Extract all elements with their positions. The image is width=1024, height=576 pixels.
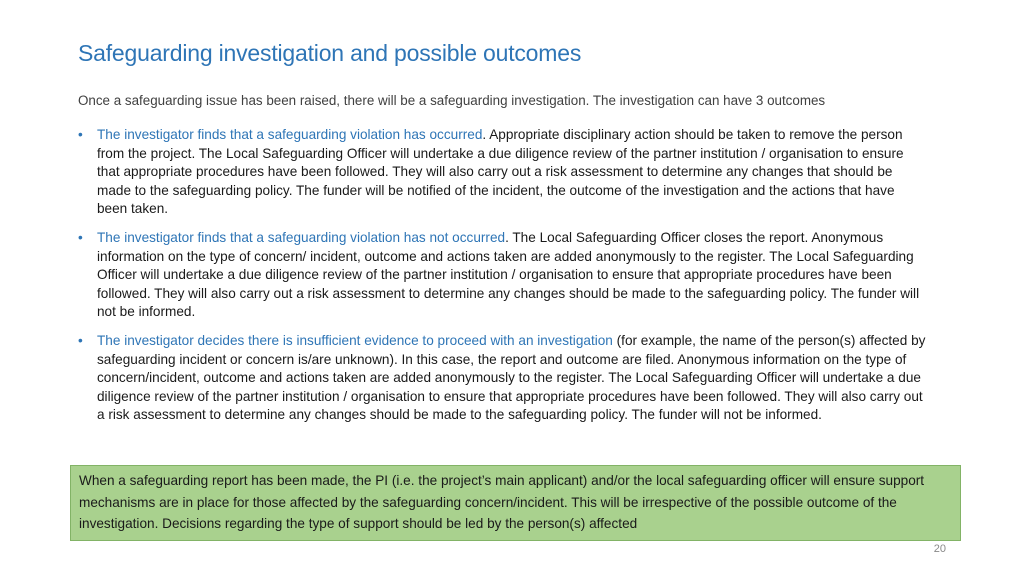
outcome-body: (for example, the name of the person(s) affected by safeguarding incident or concern is/are unknown). In this case, the report and outcome are filed. Anonymous information on the type of concern/incident, outcome and actions taken are added anonymously to the register. The Local Safeguarding Officer will undertake a due diligence review of the partner institution / organisation to ensure that appropriate procedures have been followed. They will also carry out a risk assessment to determine any changes should be made to the safeguarding policy. The funder will not be informed. bbox=[97, 332, 926, 423]
outcome-item-violation-not-occurred bbox=[78, 229, 928, 322]
outcome-lead: The investigator decides there is insufficient evidence to proceed with an investigation bbox=[97, 332, 613, 348]
outcome-item-violation-occurred bbox=[78, 126, 928, 219]
outcome-lead: The investigator finds that a safeguarding violation has occurred bbox=[97, 127, 483, 142]
bullet-marker: • bbox=[78, 332, 83, 348]
outcome-lead: The investigator finds that a safeguarding violation has not occurred bbox=[97, 229, 506, 245]
page-number: 20 bbox=[933, 543, 946, 555]
outcome-body: . Appropriate disciplinary action should be taken to remove the person from the project. The Local Safeguarding Officer will undertake a due diligence review of the partner institution / organisation to ensure that appropriate procedures have been followed. They will also carry out a risk assessment to determine any changes that should be made to the safeguarding policy. The funder will be notified of the incident, the outcome of the investigation and the actions that have been taken. bbox=[97, 127, 904, 217]
intro-text: Once a safeguarding issue has been raised, there will be a safeguarding investigation. The investigation can have 3 outcomes bbox=[78, 93, 826, 108]
bullet-marker: • bbox=[78, 127, 83, 142]
bullet-marker: • bbox=[78, 229, 83, 245]
outcome-body: . The Local Safeguarding Officer closes the report. Anonymous information on the type of concern/ incident, outcome and actions taken are added anonymously to the register. The Local Safeguarding Officer will undertake a due diligence review of the partner institution / organisation to ensure that appropriate procedures have been followed. They will also carry out a risk assessment to determine any changes should be made to the safeguarding policy. The funder will not be informed. bbox=[97, 229, 920, 320]
page-title: Safeguarding investigation and possible outcomes bbox=[78, 40, 582, 66]
support-note-box: When a safeguarding report has been made, the PI (i.e. the project’s main applicant) and/or the local safeguarding officer will ensure support mechanisms are in place for those affected by the safeguarding concern/incident. This will be irrespective of the possible outcome of the investigation. Decisions regarding the type of support should be led by the person(s) affected bbox=[70, 465, 961, 541]
outcome-item-insufficient-evidence bbox=[78, 332, 928, 425]
outcome-list bbox=[78, 126, 928, 435]
